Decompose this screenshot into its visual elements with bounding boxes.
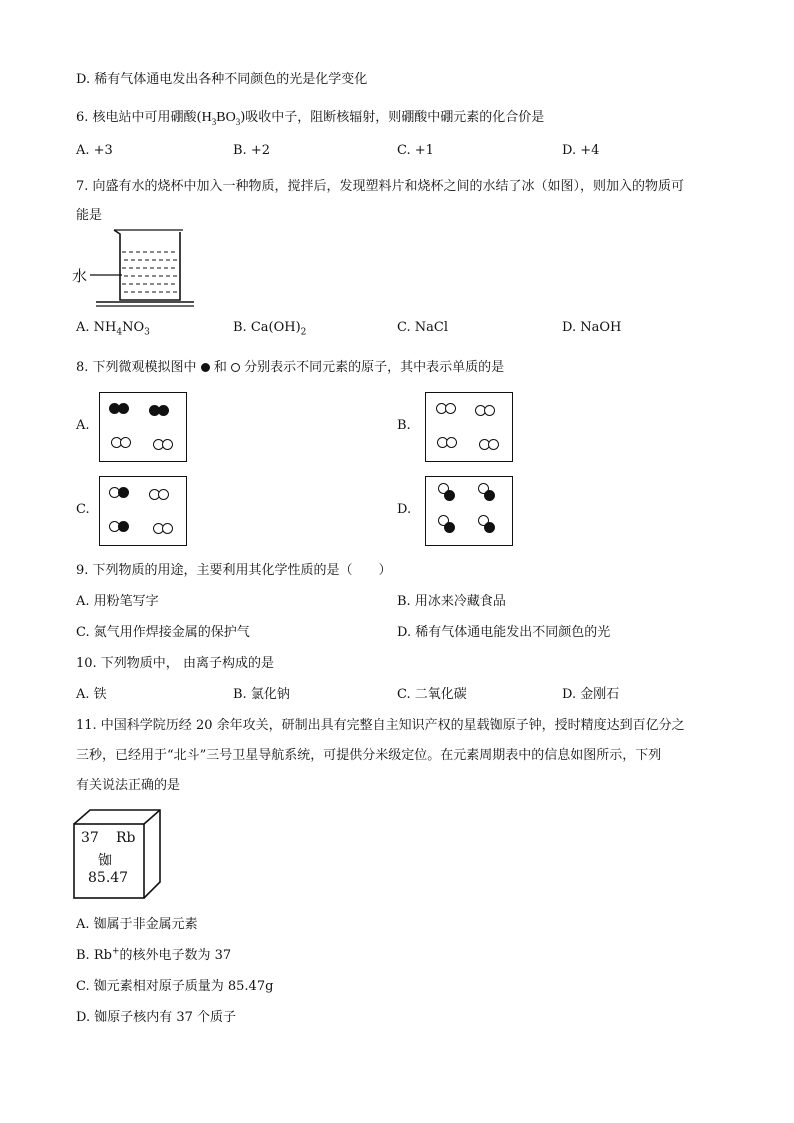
q11-option-d: D. 铷原子核内有 37 个质子 — [76, 1010, 237, 1025]
q9-option-b: B. 用冰来冷藏食品 — [397, 594, 506, 609]
q10-stem: 10. 下列物质中， 由离子构成的是 — [76, 656, 274, 671]
q9-stem: 9. 下列物质的用途，主要利用其化学性质的是（ ） — [76, 563, 392, 578]
filled-atom — [444, 522, 455, 533]
q10-option-d: D. 金刚石 — [562, 687, 620, 702]
q7-option-a-sub2: 3 — [144, 327, 150, 338]
q8-box-d — [425, 476, 513, 546]
q7-option-c: C. NaCl — [397, 320, 448, 335]
q7-option-a-pre: A. NH — [76, 320, 117, 335]
q9-option-c: C. 氮气用作焊接金属的保护气 — [76, 625, 250, 640]
element-cube-figure — [72, 808, 162, 900]
q6-formula-h-sub: 3 — [211, 116, 217, 127]
q10-option-a: A. 铁 — [76, 687, 107, 702]
q11-option-b-sup: + — [111, 946, 120, 957]
q7-option-b-sub: 2 — [300, 327, 307, 338]
q7-option-a-sub1: 4 — [116, 327, 123, 338]
hollow-atom — [488, 439, 499, 450]
q6-formula-bo: BO — [216, 110, 236, 125]
q11-option-a: A. 铷属于非金属元素 — [76, 917, 198, 932]
filled-atom — [158, 405, 169, 416]
hollow-atom — [158, 489, 169, 500]
q8-box-c — [99, 476, 187, 546]
q9-option-a: A. 用粉笔写字 — [76, 594, 159, 609]
q11-option-c: C. 铷元素相对原子质量为 85.47g — [76, 979, 274, 994]
q11-stem-line3: 有关说法正确的是 — [76, 778, 181, 793]
q7-option-d: D. NaOH — [562, 320, 622, 335]
q6-formula-bo-sub: 3 — [235, 116, 241, 127]
q10-option-c: C. 二氧化碳 — [397, 687, 467, 702]
q8-box-b — [425, 392, 513, 462]
q6-stem-pre: 6. 核电站中可用硼酸( — [76, 110, 202, 125]
q10-option-b: B. 氯化钠 — [233, 687, 290, 702]
element-symbol: Rb — [116, 830, 136, 846]
q6-option-b: B. +2 — [233, 143, 270, 158]
q8-stem-and: 和 — [213, 360, 227, 375]
hollow-atom — [162, 439, 173, 450]
q6-option-d: D. +4 — [562, 143, 600, 158]
q6-stem-post: )吸收中子，阻断核辐射，则硼酸中硼元素的化合价是 — [240, 110, 545, 125]
q6-stem — [76, 106, 544, 127]
q7-option-a — [76, 320, 150, 338]
q11-stem-line1: 11. 中国科学院历经 20 余年攻关，研制出具有完整自主知识产权的星载铷原子钟，授时精度达到百亿分之 — [76, 718, 685, 733]
q8-label-a: A. — [76, 418, 90, 433]
q9-option-d: D. 稀有气体通电能发出不同颜色的光 — [397, 625, 611, 640]
q8-box-a — [99, 392, 187, 462]
q11-stem-line2: 三秒，已经用于“北斗”三号卫星导航系统，可提供分米级定位。在元素周期表中的信息如图所示，下列 — [76, 748, 662, 763]
filled-atom-icon — [201, 363, 210, 372]
hollow-atom — [484, 405, 495, 416]
q6-option-c: C. +1 — [397, 143, 434, 158]
hollow-atom — [120, 437, 131, 448]
q7-stem-line2: 能是 — [76, 208, 103, 223]
q6-formula — [202, 110, 241, 125]
q8-label-b: B. — [397, 418, 411, 433]
element-atomic-number: 37 — [81, 830, 99, 846]
q11-option-b-pre: B. Rb — [76, 948, 112, 963]
filled-atom — [444, 490, 455, 501]
hollow-atom — [445, 403, 456, 414]
hollow-atom — [446, 437, 457, 448]
q7-option-b-pre: B. Ca(OH) — [233, 320, 301, 335]
q8-stem — [76, 356, 504, 375]
beaker-figure — [70, 226, 200, 312]
beaker-drawing — [70, 226, 200, 312]
q8-stem-pre: 8. 下列微观模拟图中 — [76, 360, 197, 375]
q5-option-d: D. 稀有气体通电发出各种不同颜色的光是化学变化 — [76, 72, 368, 87]
filled-atom — [484, 522, 495, 533]
q8-label-c: C. — [76, 502, 90, 517]
element-name: 铷 — [98, 853, 112, 869]
q8-label-d: D. — [397, 502, 412, 517]
filled-atom — [118, 521, 129, 532]
hollow-atom — [162, 523, 173, 534]
element-atomic-mass: 85.47 — [88, 870, 129, 886]
q11-option-b — [76, 944, 231, 963]
q7-option-b — [233, 320, 306, 338]
element-cube-drawing — [72, 808, 162, 900]
q6-option-a: A. +3 — [76, 143, 113, 158]
beaker-water-label: 水 — [72, 267, 88, 285]
q8-stem-post: 分别表示不同元素的原子，其中表示单质的是 — [244, 360, 505, 375]
filled-atom — [118, 403, 129, 414]
q11-option-b-post: 的核外电子数为 37 — [119, 948, 232, 963]
hollow-atom-icon — [231, 363, 240, 372]
q7-stem-line1: 7. 向盛有水的烧杯中加入一种物质，搅拌后，发现塑料片和烧杯之间的水结了冰（如图），则加入的物质可 — [76, 179, 685, 194]
filled-atom — [118, 487, 129, 498]
filled-atom — [484, 490, 495, 501]
q7-option-a-mid: NO — [122, 320, 145, 335]
q6-formula-h: H — [201, 110, 212, 125]
